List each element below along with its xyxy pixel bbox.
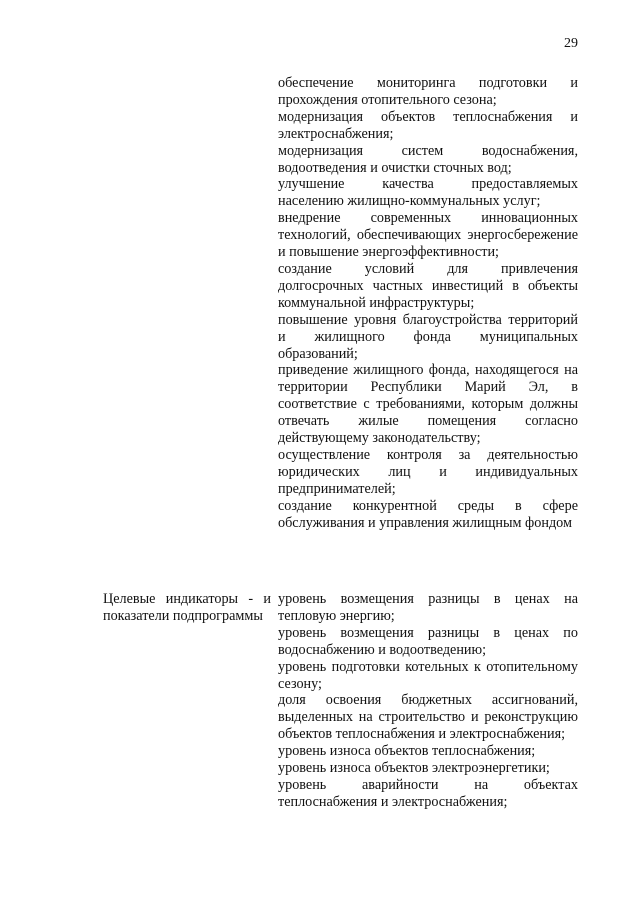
list-item: модернизация объектов теплоснабжения и электроснабжения; <box>278 108 578 142</box>
list-item: уровень износа объектов электроэнергетики; <box>278 760 550 777</box>
indicators-list <box>278 591 578 811</box>
list-item: уровень возмещения разницы в ценах по водоснабжению и водоотведению; <box>278 624 578 658</box>
list-item: осуществление контроля за деятельностью юридических лиц и индивидуальных предпринимателей; <box>278 446 578 497</box>
list-item: уровень аварийности на объектах теплоснабжения и электроснабжения; <box>278 776 578 810</box>
list-item: повышение уровня благоустройства территорий и жилищного фонда муниципальных образований; <box>278 311 578 362</box>
list-item: обеспечение мониторинга подготовки и прохождения отопительного сезона; <box>278 75 578 108</box>
list-item: создание условий для привлечения долгосрочных частных инвестиций в объекты коммунальной инфраструктуры; <box>278 260 578 311</box>
list-item: улучшение качества предоставляемых населению жилищно-коммунальных услуг; <box>278 176 578 210</box>
list-item: уровень износа объектов теплоснабжения; <box>278 743 536 760</box>
list-item: уровень возмещения разницы в ценах на тепловую энергию; <box>278 591 578 624</box>
list-item: приведение жилищного фонда, находящегося на территории Республики Марий Эл, в соответствие с требованиями, которым должны отвечать жилые помещения согласно действующему законодательству; <box>278 362 578 447</box>
list-item: модернизация систем водоснабжения, водоотведения и очистки сточных вод; <box>278 142 578 176</box>
list-item: уровень подготовки котельных к отопительному сезону; <box>278 658 578 692</box>
page-number: 29 <box>564 36 578 51</box>
objectives-list <box>278 75 578 531</box>
section-label: Целевые индикаторы - и показатели подпрограммы <box>103 591 271 624</box>
list-item: внедрение современных инновационных технологий, обеспечивающих энергосбережение и повышение энергоэффективности; <box>278 210 578 261</box>
list-item: доля освоения бюджетных ассигнований, выделенных на строительство и реконструкцию объектов теплоснабжения и электроснабжения; <box>278 692 578 743</box>
list-item: создание конкурентной среды в сфере обслуживания и управления жилищным фондом <box>278 497 578 531</box>
